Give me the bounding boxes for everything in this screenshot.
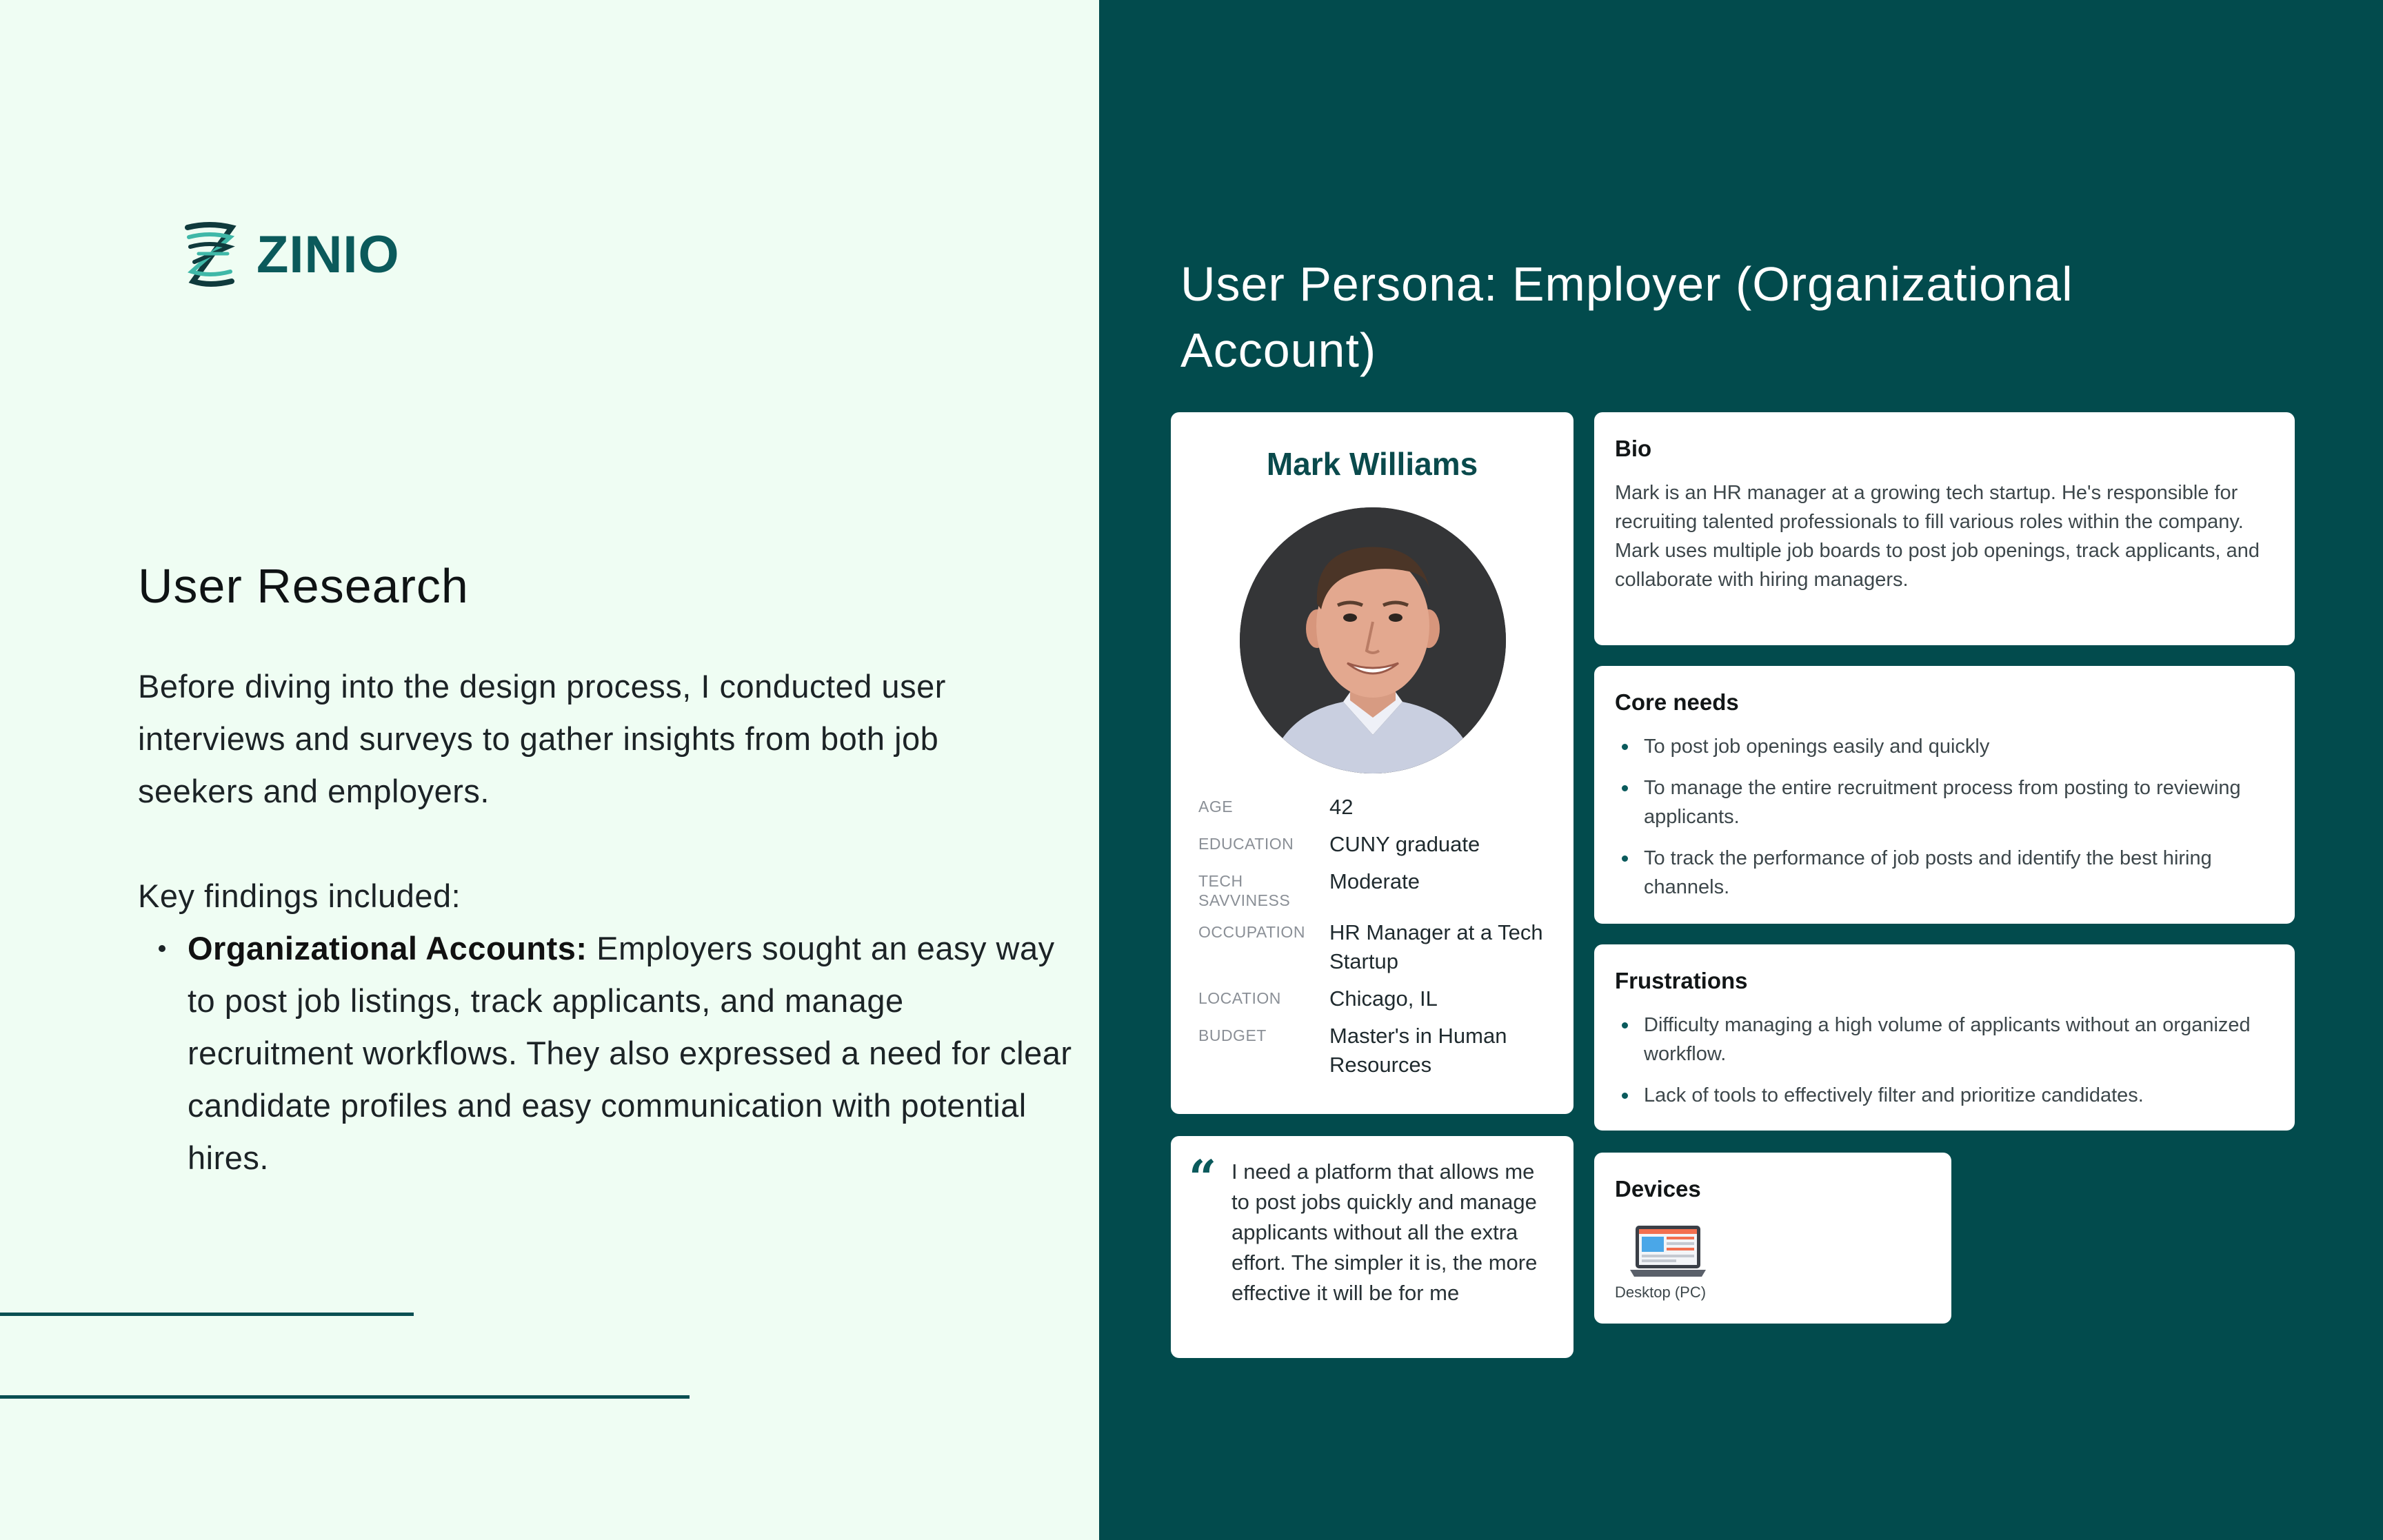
decorative-line (0, 1395, 690, 1399)
core-needs-list (1615, 732, 2277, 914)
info-value: Moderate (1329, 869, 1420, 893)
info-row-education (1198, 830, 1550, 859)
profile-card (1171, 412, 1573, 1114)
quote-card (1171, 1136, 1573, 1358)
finding-title: Organizational Accounts: (188, 930, 587, 966)
info-label: TECH SAVVINESS (1198, 872, 1291, 909)
list-item: Lack of tools to effectively filter and prioritize candidates. (1615, 1081, 2277, 1110)
key-findings-label: Key findings included: (138, 878, 461, 914)
info-label: EDUCATION (1198, 835, 1294, 853)
desktop-pc-icon (1630, 1224, 1706, 1279)
avatar (1240, 507, 1506, 773)
info-row-budget (1198, 1022, 1550, 1080)
card-heading: Devices (1615, 1176, 1701, 1202)
info-label: BUDGET (1198, 1026, 1267, 1044)
info-value: Chicago, IL (1329, 986, 1438, 1011)
devices-card (1594, 1153, 1951, 1324)
finding-item (188, 922, 1077, 1184)
card-heading: Frustrations (1615, 968, 1748, 993)
list-item: To manage the entire recruitment process from posting to reviewing applicants. (1615, 773, 2277, 831)
info-row-occupation (1198, 918, 1550, 976)
info-value: 42 (1329, 795, 1354, 819)
info-label: OCCUPATION (1198, 923, 1305, 941)
quote-text: I need a platform that allows me to post jobs quickly and manage applicants without all the extra effort. The simpler it is, the more effective it will be for me (1231, 1159, 1538, 1305)
brand-name: ZINIO (257, 225, 400, 284)
left-panel (0, 0, 1099, 1540)
bio-text: Mark is an HR manager at a growing tech startup. He's responsible for recruiting talented professionals to fill various roles within the company. Mark uses multiple job boards to post job openings, track applicants, and collaborate with hiring managers. (1615, 482, 2260, 591)
frustrations-card (1594, 944, 2295, 1131)
info-row-tech-savviness (1198, 867, 1550, 910)
device-label: Desktop (PC) (1615, 1284, 1707, 1301)
card-heading: Bio (1615, 436, 1652, 461)
list-item: To track the performance of job posts and identify the best hiring channels. (1615, 844, 2277, 902)
bio-card (1594, 412, 2295, 645)
frustrations-list (1615, 1011, 2277, 1122)
info-row-age (1198, 793, 1550, 822)
info-value: Master's in Human Resources (1329, 1024, 1507, 1077)
core-needs-card (1594, 666, 2295, 924)
brand-logo (182, 219, 400, 291)
decorative-line (0, 1313, 414, 1316)
card-heading: Core needs (1615, 689, 1739, 715)
finding-text: Employers sought an easy way to post job listings, track applicants, and manage recruitment workflows. They also expressed a need for clear candidate profiles and easy communication with potential hires. (188, 930, 1072, 1176)
list-item: To post job openings easily and quickly (1615, 732, 2277, 761)
info-value: HR Manager at a Tech Startup (1329, 920, 1543, 973)
zinio-logo-icon (182, 219, 237, 291)
findings-list (188, 922, 1077, 1184)
person-photo-icon (1240, 507, 1506, 773)
intro-paragraph: Before diving into the design process, I conducted user interviews and surveys to gather insights from both job seekers and employers. (138, 668, 946, 809)
quote-icon: “ (1189, 1149, 1217, 1206)
info-value: CUNY graduate (1329, 832, 1480, 856)
persona-title: User Persona: Employer (Organizational Account) (1180, 257, 2073, 377)
persona-info (1198, 793, 1550, 1088)
section-heading: User Research (138, 559, 469, 613)
persona-name: Mark Williams (1266, 446, 1478, 482)
list-item: Difficulty managing a high volume of applicants without an organized workflow. (1615, 1011, 2277, 1068)
info-label: LOCATION (1198, 989, 1281, 1007)
info-label: AGE (1198, 798, 1234, 815)
info-row-location (1198, 984, 1550, 1013)
